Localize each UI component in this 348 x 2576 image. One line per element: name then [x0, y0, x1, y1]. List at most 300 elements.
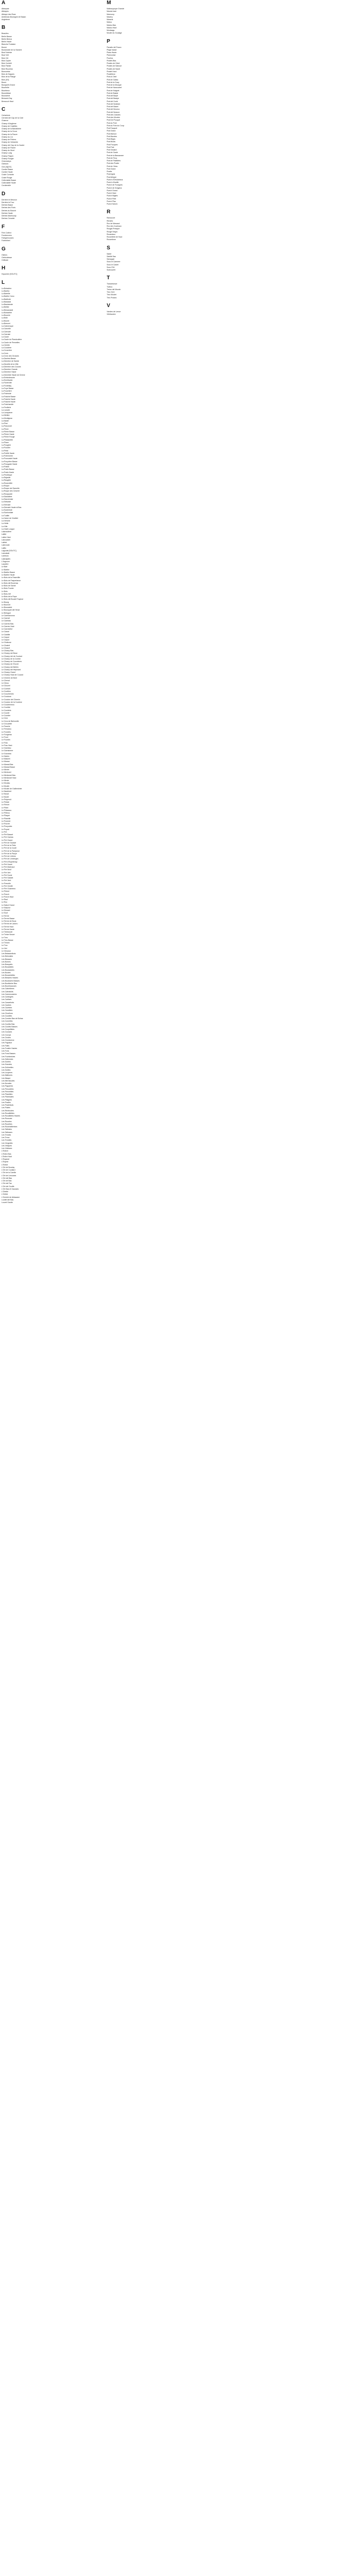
place-name-link[interactable]: Le Terme Haute [2, 928, 14, 930]
place-name-link[interactable]: L'Esfon Haut [2, 1155, 12, 1158]
place-name-link[interactable]: La Mettee [2, 414, 10, 417]
place-name-link[interactable]: Les Choefous [2, 1012, 13, 1014]
place-name-link[interactable]: Le Pré de Gaussé [2, 841, 16, 844]
place-name-link[interactable]: Les Couvys [2, 1033, 11, 1036]
place-name-link[interactable]: Prat Migas [107, 138, 115, 140]
place-name-link[interactable]: Les Gallonnes [2, 1058, 13, 1060]
place-name-link[interactable]: Les Treutets [2, 1139, 12, 1142]
place-name-link[interactable]: Les Mernissoles [2, 1079, 15, 1082]
place-name-link[interactable]: Le Cros de Berlovelle [2, 720, 19, 722]
place-name-link[interactable]: Derbes des Ports [2, 207, 16, 209]
place-name-link[interactable]: Les Bessees Hautes [2, 977, 19, 979]
place-name-link[interactable]: Prat Seulard [107, 149, 117, 151]
place-name-link[interactable]: La Roseclelle [2, 482, 13, 484]
place-name-link[interactable]: Le Treu [2, 936, 8, 939]
place-name-link[interactable]: Le Couchemes [2, 693, 14, 695]
place-name-link[interactable]: L'Ortelle [2, 1191, 8, 1193]
place-name-link[interactable]: La Lanquinee [2, 412, 13, 414]
place-name-link[interactable]: Chamon [2, 120, 9, 122]
place-name-link[interactable]: Abbayes [2, 10, 9, 13]
place-name-link[interactable]: La Cérelle [2, 344, 10, 346]
place-name-link[interactable]: Prat del Nosson [107, 111, 120, 113]
place-name-link[interactable]: Bousidesse [2, 92, 11, 94]
place-name-link[interactable]: Le Viel [2, 947, 7, 950]
place-name-link[interactable]: Le Mertonel [2, 771, 11, 774]
place-name-link[interactable]: Le Pré Basset [2, 834, 13, 836]
place-name-link[interactable]: La Naste [2, 419, 9, 422]
place-name-link[interactable]: La Poëmnerie [2, 455, 13, 457]
place-name-link[interactable]: Les Peronelles [2, 1090, 14, 1093]
place-name-link[interactable]: La Prougade Haute [2, 463, 18, 465]
place-name-link[interactable]: Lalillo [2, 547, 6, 549]
place-name-link[interactable]: Lamolade [2, 552, 10, 554]
place-name-link[interactable]: La Bessanade [2, 309, 13, 311]
place-name-link[interactable]: Le Pré d'Espetenay [2, 860, 18, 863]
place-name-link[interactable]: Le Vescoux [2, 950, 11, 952]
place-name-link[interactable]: Les Viniques [2, 1144, 12, 1147]
place-name-link[interactable]: Pourtou [107, 57, 113, 59]
place-name-link[interactable]: La Rajaslie [2, 477, 11, 479]
place-name-link[interactable]: Les Croutaceux [2, 1039, 14, 1041]
place-name-link[interactable]: La Demédie Haute de Dreme [2, 374, 25, 376]
place-name-link[interactable]: Le Pré Grand [2, 839, 13, 841]
place-name-link[interactable]: Le Sarpour [2, 906, 11, 909]
place-name-link[interactable]: Prarreguis [107, 173, 115, 176]
place-name-link[interactable]: Prarrtetrgue [107, 176, 117, 178]
place-name-link[interactable]: Le Terme Basse [2, 917, 15, 920]
place-name-link[interactable]: Le Marsal Bas [2, 763, 13, 766]
place-name-link[interactable]: Le Pré Martraud [2, 866, 15, 868]
place-name-link[interactable]: Le Nouté [2, 795, 9, 798]
place-name-link[interactable]: Sous le Castel [107, 263, 119, 266]
place-name-link[interactable]: Puech Petit [107, 197, 116, 200]
place-name-link[interactable]: Bressed-Gay [2, 97, 12, 100]
place-name-link[interactable]: Le Treize Neuve [2, 934, 15, 936]
place-name-link[interactable]: Marrouny [107, 13, 114, 15]
place-name-link[interactable]: La Varne de Vineillet [2, 517, 18, 519]
place-name-link[interactable]: La Roque des Ceserel [2, 490, 20, 493]
place-name-link[interactable]: Les Rousues [2, 1117, 12, 1120]
place-name-link[interactable]: Le Castille [2, 633, 10, 636]
place-name-link[interactable]: Suleouzett [107, 269, 115, 271]
place-name-link[interactable]: Bonne [2, 46, 7, 48]
place-name-link[interactable]: Prat des Cassies [107, 113, 121, 116]
place-name-link[interactable]: Bourbieux [2, 89, 10, 92]
place-name-link[interactable]: La Bourie [2, 319, 9, 322]
place-name-link[interactable]: Sous le Carmere [107, 261, 121, 263]
place-name-link[interactable]: La Montignac [2, 417, 13, 419]
place-name-link[interactable]: Le Pérmé [2, 890, 10, 893]
place-name-link[interactable]: La Lancée [2, 409, 10, 411]
place-name-link[interactable]: Roc des Couleaux [107, 225, 122, 227]
place-name-link[interactable]: La Calmenque [2, 325, 13, 327]
place-name-link[interactable]: Berlin Haute [2, 41, 12, 43]
place-name-link[interactable]: Les Boualottes [2, 966, 14, 969]
place-name-link[interactable]: La Pierre Haute [2, 433, 14, 435]
place-name-link[interactable]: Le Souf [2, 912, 8, 914]
place-name-link[interactable]: Le Marsal Basse [2, 766, 15, 768]
place-name-link[interactable]: Le Cayror [2, 639, 10, 641]
place-name-link[interactable]: Le Prenelle [2, 882, 11, 885]
place-name-link[interactable]: Le Pelate [2, 801, 9, 803]
place-name-link[interactable]: Blanche Fontaine [2, 43, 16, 46]
place-name-link[interactable]: Le Puech [2, 893, 9, 895]
place-name-link[interactable]: Le Bois Fourier [2, 587, 14, 590]
place-name-link[interactable]: Le Chauré [2, 647, 10, 649]
place-name-link[interactable]: Les Carlises [2, 998, 12, 1001]
place-name-link[interactable]: Louvel Gautte [2, 1201, 13, 1204]
place-name-link[interactable]: Les Caubes [2, 1004, 11, 1006]
place-name-link[interactable]: Bois Côt [2, 57, 9, 59]
place-name-link[interactable]: La Fouchère [2, 390, 12, 392]
place-name-link[interactable]: La Deméne des Couses [2, 365, 21, 368]
place-name-link[interactable]: Le Meriré [2, 769, 9, 771]
place-name-link[interactable]: Derrière le Mesnon [2, 198, 17, 201]
place-name-link[interactable]: Le Coudun del Chemin [2, 698, 20, 701]
place-name-link[interactable]: Collectable Haute [2, 182, 16, 184]
place-name-link[interactable]: Fem Collect [2, 231, 11, 234]
place-name-link[interactable]: Derrière le Four [2, 201, 14, 204]
place-name-link[interactable]: La Ville [2, 525, 8, 528]
place-name-link[interactable]: Bois de la Plangé [2, 76, 16, 78]
place-name-link[interactable]: La Fraimote [2, 393, 11, 395]
place-name-link[interactable]: Grèboutesse [2, 256, 12, 259]
place-name-link[interactable]: Le Moulau [2, 782, 10, 785]
place-name-link[interactable]: Puech de Fourgues [107, 184, 123, 187]
place-name-link[interactable]: Derbes Manhoudy [2, 215, 16, 217]
place-name-link[interactable]: Le Sinusel [2, 909, 10, 911]
place-name-link[interactable]: L'Ort de la Carelle [2, 1172, 16, 1174]
place-name-link[interactable]: Matou [107, 21, 112, 24]
place-name-link[interactable]: Bresnoch Haut [2, 100, 14, 103]
place-name-link[interactable]: Sous l'Ort [107, 266, 115, 268]
place-name-link[interactable]: Prat del Bayle [107, 95, 118, 97]
place-name-link[interactable]: La Praiie Basse [2, 468, 14, 471]
place-name-link[interactable]: Combe Haute [2, 171, 13, 173]
place-name-link[interactable]: Le Pré Vent [2, 879, 11, 882]
place-name-link[interactable]: Lalouvadel [2, 538, 10, 541]
place-name-link[interactable]: La Peulleque [2, 473, 12, 476]
place-name-link[interactable]: Prat de la Coup [107, 81, 120, 83]
place-name-link[interactable]: Le Pouyudes [2, 825, 12, 828]
place-name-link[interactable]: La Vielle [2, 522, 9, 525]
place-name-link[interactable]: Les Grandes [2, 1063, 12, 1066]
place-name-link[interactable]: Les Fales [2, 1044, 10, 1047]
place-name-link[interactable]: Le Clouzel [2, 685, 10, 687]
place-name-link[interactable]: La Canvaie [2, 330, 11, 333]
place-name-link[interactable]: Les Maque [2, 1077, 11, 1079]
place-name-link[interactable]: Chenesteys [2, 160, 11, 162]
place-name-link[interactable]: La Croix [2, 352, 9, 354]
place-name-link[interactable]: Le Marsar [2, 760, 10, 763]
place-name-link[interactable]: Les Plaignes [2, 1098, 12, 1101]
place-name-link[interactable]: Puech d'Ortolaiesos [107, 178, 123, 181]
place-name-link[interactable]: Les Rocaillettes [2, 1112, 14, 1114]
place-name-link[interactable]: Les Fons Basses [2, 1053, 15, 1055]
place-name-link[interactable]: Prat de Gaule [107, 151, 118, 154]
place-name-link[interactable]: Prat de Bastai [107, 92, 118, 94]
place-name-link[interactable]: Puech Noloin [107, 203, 118, 205]
place-name-link[interactable]: Le Raul [2, 899, 8, 901]
place-name-link[interactable]: Gisfors [2, 253, 8, 256]
place-name-link[interactable]: Le Bois de la Pasevillie [2, 577, 20, 579]
place-name-link[interactable]: Abbeyste [2, 8, 9, 10]
place-name-link[interactable]: Le Moulin de Guilleminée [2, 787, 22, 790]
place-name-link[interactable]: Prat de la Bassarane [107, 154, 124, 157]
place-name-link[interactable]: Prades Bas [107, 59, 117, 62]
place-name-link[interactable]: Champ Rouger [2, 157, 14, 160]
place-name-link[interactable]: Grifloste [2, 259, 9, 261]
place-name-link[interactable]: Cernest del Cap de la Cote [2, 117, 24, 119]
place-name-link[interactable]: Madou Haut [107, 26, 117, 29]
place-name-link[interactable]: Les Plantrades [2, 1096, 14, 1098]
place-name-link[interactable]: Le Pré [2, 831, 7, 833]
place-name-link[interactable]: Le Treu Basse [2, 939, 13, 941]
place-name-link[interactable]: Puech Grand [107, 189, 118, 192]
place-name-link[interactable]: Le Champ de la Combe [2, 657, 21, 660]
place-name-link[interactable]: Le Merlanvel Bas [2, 774, 16, 776]
place-name-link[interactable]: Derbes Haute [2, 212, 13, 214]
place-name-link[interactable]: Les Rouesbillerises [2, 1126, 18, 1128]
place-name-link[interactable]: Le Bourg [2, 601, 9, 603]
place-name-link[interactable]: Le Terme de Latorru [2, 923, 18, 925]
place-name-link[interactable]: Le Cambanonus [2, 614, 15, 617]
place-name-link[interactable]: Les Guilles [2, 1069, 11, 1071]
place-name-link[interactable]: Les Boutes [2, 971, 11, 974]
place-name-link[interactable]: La Poudier [2, 447, 10, 449]
place-name-link[interactable]: Prat Marson [107, 132, 117, 135]
place-name-link[interactable]: Bout Vert [2, 54, 9, 57]
place-name-link[interactable]: La Pisé [2, 422, 8, 425]
place-name-link[interactable]: Puech Migets [107, 195, 118, 197]
place-name-link[interactable]: Les Cazaibes [2, 1009, 13, 1012]
place-name-link[interactable]: Roussleau [107, 233, 115, 235]
place-name-link[interactable]: Berlin Basse [2, 35, 12, 38]
place-name-link[interactable]: La Roque del Sarnelle [2, 487, 20, 489]
place-name-link[interactable]: Cerisebois [2, 114, 10, 116]
place-name-link[interactable]: Les Rentroutes [2, 1109, 14, 1112]
place-name-link[interactable]: La Petal [2, 449, 8, 452]
place-name-link[interactable]: Treize del Monde [107, 288, 121, 291]
place-name-link[interactable]: L'Ort del Bas [2, 1177, 12, 1179]
place-name-link[interactable]: L'Orchéd de Ablawane [2, 1196, 20, 1198]
place-name-link[interactable]: Prat de Nanouveel [107, 87, 122, 89]
place-name-link[interactable]: La Dachéa Basse [2, 358, 16, 360]
place-name-link[interactable]: La Pouyrière Basse [2, 460, 18, 463]
place-name-link[interactable]: La Saudaline [2, 495, 12, 498]
place-name-link[interactable]: Le Champ del Hèpinard [2, 668, 21, 671]
place-name-link[interactable]: Le Pré de la Parepeue [2, 850, 20, 852]
place-name-link[interactable]: Treu Gert [107, 291, 114, 293]
place-name-link[interactable]: Le Champ Bas [2, 650, 14, 652]
place-name-link[interactable]: Le Pré Garrias [2, 836, 13, 839]
place-name-link[interactable]: Abbaye des Rose [2, 13, 16, 15]
place-name-link[interactable]: La Carcelle [2, 328, 11, 330]
place-name-link[interactable]: Le Courté [2, 711, 10, 714]
place-name-link[interactable]: Cordemelie [2, 184, 11, 187]
place-name-link[interactable]: La Sebarde [2, 501, 11, 503]
place-name-link[interactable]: Hopomier [SOUTC] [2, 273, 18, 276]
place-name-link[interactable]: Lalliet [2, 533, 7, 536]
place-name-link[interactable]: L'Ort del Gouffe [2, 1185, 14, 1188]
place-name-link[interactable]: Le Roc [2, 901, 8, 904]
place-name-link[interactable]: Prat del Mourou [107, 108, 120, 111]
place-name-link[interactable]: Les Cousses [2, 1031, 12, 1033]
place-name-link[interactable]: L'Ort Bas et Gausses [2, 1188, 19, 1190]
place-name-link[interactable]: Le Plaqué [2, 815, 10, 817]
place-name-link[interactable]: Le Poneret [2, 820, 11, 822]
place-name-link[interactable]: Rouvelinne [107, 239, 116, 241]
place-name-link[interactable]: Bois Copler [2, 59, 11, 62]
place-name-link[interactable]: Ambleuse-Boulogne de Basan [2, 15, 26, 18]
place-name-link[interactable]: Prat des Moutes [107, 116, 120, 118]
place-name-link[interactable]: Collectable Basse [2, 179, 16, 181]
place-name-link[interactable]: Angleterre [2, 19, 10, 21]
place-name-link[interactable]: Champ du Lin [2, 135, 13, 138]
place-name-link[interactable]: Rouvellete de Haut [107, 236, 122, 238]
place-name-link[interactable]: Les Rocailletes Hautes [2, 1115, 20, 1117]
place-name-link[interactable]: Les Pradés [2, 1101, 11, 1104]
place-name-link[interactable]: Puech de Grageus [107, 187, 122, 189]
place-name-link[interactable]: Le Pervet [2, 804, 9, 806]
place-name-link[interactable]: La Vialé Longue [2, 528, 15, 530]
place-name-link[interactable]: La Pouscade Haute [2, 457, 18, 460]
place-name-link[interactable]: La Sudereste [2, 509, 12, 511]
place-name-link[interactable]: Les Treutes [2, 1133, 11, 1136]
place-name-link[interactable]: La Barthote [2, 298, 11, 300]
place-name-link[interactable]: Le Chabrit [2, 644, 10, 647]
place-name-link[interactable]: La Pierre Rouge [2, 436, 15, 438]
place-name-link[interactable]: Lalies Haut [2, 536, 11, 538]
place-name-link[interactable]: Champ de Prières [2, 139, 16, 141]
place-name-link[interactable]: La Banfra [2, 290, 10, 292]
place-name-link[interactable]: Le Maluret [2, 758, 10, 760]
place-name-link[interactable]: Le Barthe Basse [2, 571, 15, 573]
place-name-link[interactable]: La Feullerie [2, 406, 11, 409]
place-name-link[interactable]: Le Coudermeus [2, 704, 14, 706]
place-name-link[interactable]: Sabilié Bas [107, 255, 116, 258]
place-name-link[interactable]: Champ de Flanet [2, 146, 15, 149]
place-name-link[interactable]: Champ de la Croux [2, 130, 18, 133]
place-name-link[interactable]: Prades de Saboue [107, 65, 122, 67]
place-name-link[interactable]: La Rouquade [2, 493, 13, 495]
place-name-link[interactable]: Le Carmel [2, 617, 10, 619]
place-name-link[interactable]: Champ d'Angleme [2, 122, 16, 125]
place-name-link[interactable]: Le Bousselet [2, 606, 12, 608]
place-name-link[interactable]: Prades de Cibet [107, 62, 120, 64]
place-name-link[interactable]: Prat Mazdes [107, 135, 117, 138]
place-name-link[interactable]: La Deméne Haute [2, 371, 16, 374]
place-name-link[interactable]: La Fontellay [2, 384, 12, 387]
place-name-link[interactable]: La Fraiche Haute [2, 398, 15, 400]
place-name-link[interactable]: Prat del Nostiam [107, 103, 120, 105]
place-name-link[interactable]: La Pratiie [2, 466, 9, 468]
place-name-link[interactable]: Prat des Pradiz [107, 162, 119, 165]
place-name-link[interactable]: Le Bois del Bourmac [2, 582, 19, 584]
place-name-link[interactable]: Champ de la Barrablerie [2, 128, 21, 130]
place-name-link[interactable]: L'Ort de Limouses [2, 1174, 16, 1177]
place-name-link[interactable]: Bois Rouzeau [2, 67, 13, 70]
place-name-link[interactable]: Le Cassé [2, 631, 9, 633]
place-name-link[interactable]: Les Pratés [2, 1107, 10, 1109]
place-name-link[interactable]: La Bôle [2, 317, 8, 319]
place-name-link[interactable]: Roc de Mescaut [107, 222, 120, 225]
place-name-link[interactable]: La Serrade Haute al Bas [2, 506, 22, 509]
place-name-link[interactable]: Les Paguches [2, 1085, 13, 1088]
place-name-link[interactable]: La Fraichandie [2, 403, 14, 406]
place-name-link[interactable]: La Pieve [2, 428, 9, 430]
place-name-link[interactable]: Champ du Mont [2, 149, 14, 151]
place-name-link[interactable]: Lantrous [2, 555, 9, 557]
place-name-link[interactable]: Le Pré Giusmeus [2, 888, 16, 890]
place-name-link[interactable]: Champ de Castilles [2, 125, 18, 127]
place-name-link[interactable]: La Plaisanetie [2, 438, 13, 441]
place-name-link[interactable]: Le Pré Hauet [2, 863, 12, 866]
place-name-link[interactable]: Le Champ de Cournières [2, 660, 22, 663]
place-name-link[interactable]: Le Pré Vert [2, 871, 11, 874]
place-name-link[interactable]: Le Pré Gentitl [2, 885, 13, 887]
place-name-link[interactable]: Beaulieu [2, 32, 9, 35]
place-name-link[interactable]: Prat Grand [107, 130, 116, 132]
place-name-link[interactable]: Prat del Curté [107, 100, 118, 103]
place-name-link[interactable]: La Panonnet [2, 425, 12, 428]
place-name-link[interactable]: Le Noual [2, 793, 9, 795]
place-name-link[interactable]: Fortentinel [2, 240, 10, 242]
place-name-link[interactable]: La Fraiche Haute [2, 401, 15, 403]
place-name-link[interactable]: La Bassidal [2, 300, 11, 303]
place-name-link[interactable]: Montasgu [107, 29, 115, 31]
place-name-link[interactable]: Le Bois de Pasperlanue [2, 579, 21, 582]
place-name-link[interactable]: La Boisselée [2, 311, 12, 314]
place-name-link[interactable]: Puech Haut [107, 192, 117, 194]
place-name-link[interactable]: Les Roueles [2, 1120, 12, 1123]
place-name-link[interactable]: Fotegrenouses [2, 237, 14, 239]
place-name-link[interactable]: Champ de Vrelambe [2, 141, 18, 144]
place-name-link[interactable]: Le Pré Neuf [2, 869, 11, 871]
place-name-link[interactable]: Le Couduse [2, 696, 11, 698]
place-name-link[interactable]: Prat de la Mouque [107, 84, 122, 86]
place-name-link[interactable]: Le Chemin de Bore [2, 676, 18, 679]
place-name-link[interactable]: Le Coutlieu [2, 690, 11, 692]
place-name-link[interactable]: Derbes du Bourch [2, 209, 16, 212]
place-name-link[interactable]: Les Planettes [2, 1093, 13, 1095]
place-name-link[interactable]: Berlin Beeca [2, 38, 12, 40]
place-name-link[interactable]: Prat Del Pouqué [107, 119, 120, 122]
place-name-link[interactable]: Les Cabrelleres [2, 988, 14, 990]
place-name-link[interactable]: Bours [2, 81, 7, 83]
place-name-link[interactable]: La Bouerie [2, 314, 10, 316]
place-name-link[interactable]: La Embedeaurie [2, 376, 15, 379]
place-name-link[interactable]: Rendes [107, 219, 113, 222]
place-name-link[interactable]: La Dezelle de la Ville [2, 363, 19, 365]
place-name-link[interactable]: Les Belunates [2, 955, 13, 958]
place-name-link[interactable]: Combe Basse [2, 168, 13, 171]
place-name-link[interactable]: Les Bouaretelles [2, 974, 15, 976]
place-name-link[interactable]: Champ Lodg [2, 152, 12, 155]
place-name-link[interactable]: Champ Paspin [2, 155, 13, 157]
place-name-link[interactable]: Prarite [107, 171, 112, 173]
place-name-link[interactable]: L'Ort del Faz [2, 1182, 12, 1185]
place-name-link[interactable]: Le Peiperuit [2, 798, 11, 801]
place-name-link[interactable]: Prat Fauquet [107, 127, 118, 129]
place-name-link[interactable]: Le Pré de la Fiets [2, 844, 16, 846]
place-name-link[interactable]: Treu Prados [107, 296, 117, 299]
place-name-link[interactable]: La Ermilloutte [2, 379, 13, 381]
place-name-link[interactable]: Les Couiles Basses [2, 1025, 18, 1028]
place-name-link[interactable]: Les Cornelles [2, 1020, 13, 1023]
place-name-link[interactable]: La Caule [2, 336, 9, 338]
place-name-link[interactable]: Lalanoulière [2, 531, 12, 533]
